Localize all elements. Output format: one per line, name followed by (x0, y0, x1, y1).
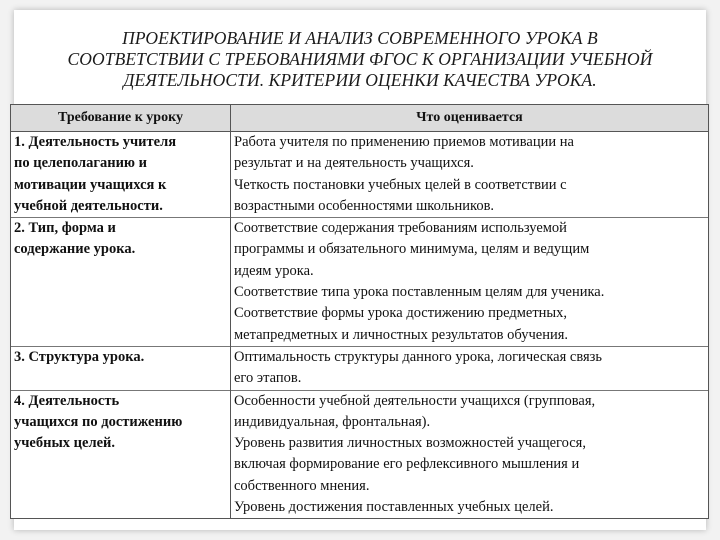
requirement-line: 3. Структура урока. (14, 348, 145, 365)
criteria-line: Четкость постановки учебных целей в соответствии с (234, 176, 567, 193)
criteria-line: программы и обязательного минимума, целям и ведущим (234, 241, 590, 258)
requirement-cell (11, 132, 231, 218)
table-row (11, 390, 709, 519)
requirement-line: содержание урока. (14, 241, 136, 258)
criteria-table (10, 104, 709, 519)
criteria-line: Уровень достижения поставленных учебных целей. (234, 499, 554, 516)
criteria-line: его этапов. (234, 370, 302, 387)
requirement-line: мотивации учащихся к (14, 176, 167, 193)
header-requirement: Требование к уроку (11, 105, 231, 132)
criteria-cell (231, 218, 709, 347)
table-header-row (11, 105, 709, 132)
criteria-line: Соответствие содержания требованиям используемой (234, 220, 567, 237)
table-row (11, 346, 709, 390)
requirement-line: учащихся по достижению (14, 413, 183, 430)
criteria-line: возрастными особенностями школьников. (234, 197, 495, 214)
slide-title (14, 28, 706, 91)
criteria-cell (231, 132, 709, 218)
table-row (11, 132, 709, 218)
title-line: ПРОЕКТИРОВАНИЕ И АНАЛИЗ СОВРЕМЕННОГО УРОКА В (122, 28, 598, 48)
requirement-line: учебной деятельности. (14, 197, 163, 214)
criteria-line: Соответствие типа урока поставленным целям для ученика. (234, 284, 605, 301)
requirement-line: учебных целей. (14, 435, 116, 452)
criteria-cell (231, 390, 709, 519)
requirement-cell (11, 390, 231, 519)
criteria-line: Оптимальность структуры данного урока, логическая связь (234, 348, 603, 365)
criteria-line: индивидуальная, фронтальная). (234, 413, 431, 430)
header-criteria: Что оценивается (231, 105, 709, 132)
criteria-line: метапредметных и личностных результатов обучения. (234, 326, 569, 343)
criteria-line: Соответствие формы урока достижению предметных, (234, 305, 568, 322)
requirement-cell (11, 346, 231, 390)
criteria-line: Работа учителя по применению приемов мотивации на (234, 134, 574, 150)
table-row (11, 218, 709, 347)
title-line: СООТВЕТСТВИИ С ТРЕБОВАНИЯМИ ФГОС К ОРГАНИЗАЦИИ УЧЕБНОЙ (67, 49, 653, 69)
requirement-line: по целеполаганию и (14, 155, 147, 172)
criteria-line: идеям урока. (234, 262, 314, 279)
criteria-line: Уровень развития личностных возможностей учащегося, (234, 435, 586, 452)
criteria-cell (231, 346, 709, 390)
criteria-line: Особенности учебной деятельности учащихся (групповая, (234, 392, 596, 409)
requirement-cell (11, 218, 231, 347)
requirement-line: 4. Деятельность (14, 392, 120, 409)
requirement-line: 1. Деятельность учителя (14, 134, 177, 150)
criteria-line: собственного мнения. (234, 477, 370, 494)
requirement-line: 2. Тип, форма и (14, 220, 116, 237)
title-line: ДЕЯТЕЛЬНОСТИ. КРИТЕРИИ ОЦЕНКИ КАЧЕСТВА УРОКА. (123, 70, 597, 90)
criteria-line: результат и на деятельность учащихся. (234, 155, 474, 172)
criteria-line: включая формирование его рефлексивного мышления и (234, 456, 580, 473)
